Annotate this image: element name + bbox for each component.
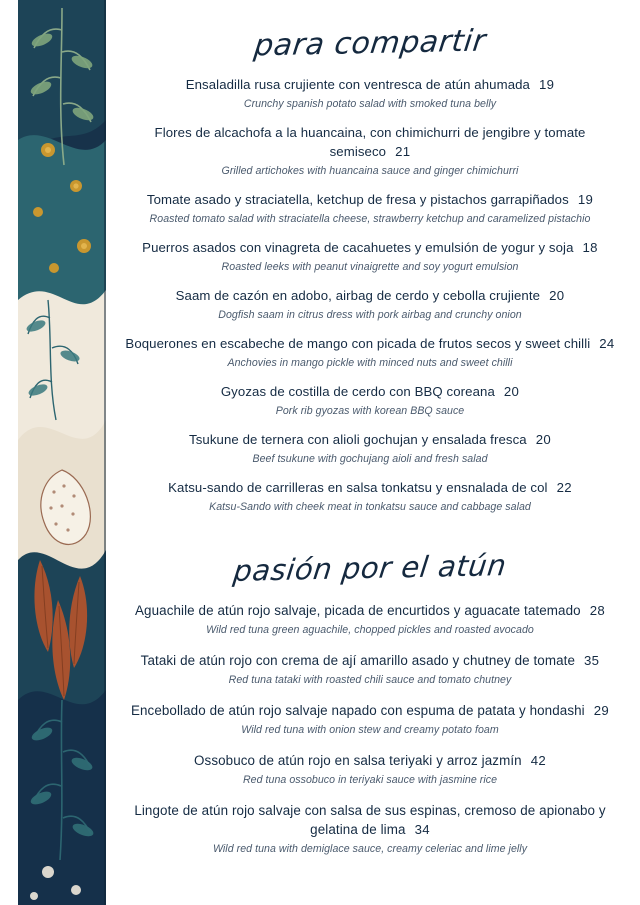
menu-item-price: 28: [589, 603, 605, 618]
menu-item-name: Saam de cazón en adobo, airbag de cerdo y cebolla crujiente 20: [175, 288, 565, 303]
menu-item: [112, 238, 628, 275]
menu-item-name: Gyozas de costilla de cerdo con BBQ coreana 20: [220, 384, 520, 399]
menu-item: [112, 801, 628, 857]
menu-item-name: Katsu-sando de carrilleras en salsa tonkatsu y ensnalada de col 22: [168, 480, 572, 495]
menu-item-price: 34: [414, 822, 430, 837]
menu-item-price: 20: [549, 288, 565, 303]
menu-section-pasion-por-el-atun: [112, 548, 628, 857]
menu-item: [112, 382, 628, 419]
menu-item: [112, 651, 628, 688]
menu-item-description: Grilled artichokes with huancaina sauce and ginger chimichurri: [221, 165, 519, 177]
menu-item-price: 19: [539, 77, 555, 92]
menu-item-name: Ossobuco de atún rojo en salsa teriyaki y arroz jazmín 42: [194, 753, 546, 768]
menu-item-name: Boquerones en escabeche de mango con picada de frutos secos y sweet chilli 24: [125, 336, 615, 351]
menu-item-description: Roasted tomato salad with straciatella cheese, strawberry ketchup and caramelized pistachio: [149, 213, 591, 225]
menu-item-name: Tataki de atún rojo con crema de ají amarillo asado y chutney de tomate 35: [140, 653, 600, 668]
menu-item: [112, 701, 628, 738]
menu-item-description: Beef tsukune with gochujang aioli and fresh salad: [252, 453, 488, 465]
menu-item: [112, 601, 628, 638]
menu-item-price: 20: [503, 384, 520, 399]
menu-item-description: Anchovies in mango pickle with minced nuts and sweet chilli: [227, 357, 513, 369]
menu-item-description: Katsu-Sando with cheek meat in tonkatsu sauce and cabbage salad: [209, 501, 531, 513]
menu-item: [112, 478, 628, 515]
section-title: para compartir: [252, 23, 488, 64]
menu-item-price: 22: [556, 480, 572, 495]
decorative-border-artwork: [18, 0, 106, 905]
menu-item: [112, 334, 628, 371]
menu-section-para-compartir: [112, 23, 628, 515]
menu-item-description: Wild red tuna with onion stew and creamy potato foam: [241, 724, 499, 736]
menu-item: [112, 123, 628, 179]
menu-item-name: Lingote de atún rojo salvaje con salsa de sus espinas, cremoso de apionabo y gelatina de lima 34: [134, 803, 606, 837]
menu-item-description: Dogfish saam in citrus dress with pork airbag and crunchy onion: [218, 309, 522, 321]
menu-item-price: 35: [584, 653, 600, 668]
menu-item-price: 29: [593, 703, 610, 718]
menu-item-description: Pork rib gyozas with korean BBQ sauce: [275, 405, 465, 417]
menu-item-description: Crunchy spanish potato salad with smoked tuna belly: [243, 98, 497, 110]
menu-item-description: Red tuna tataki with roasted chili sauce and tomato chutney: [228, 674, 512, 686]
menu-item-name: Ensaladilla rusa crujiente con ventresca de atún ahumada 19: [185, 77, 555, 92]
menu-item-name: Flores de alcachofa a la huancaina, con chimichurri de jengibre y tomate semiseco 21: [154, 125, 586, 159]
menu-item-name: Tomate asado y straciatella, ketchup de fresa y pistachos garrapiñados 19: [146, 192, 594, 207]
menu-item-price: 24: [599, 336, 615, 351]
menu-item: [112, 286, 628, 323]
menu-item-description: Wild red tuna green aguachile, chopped pickles and roasted avocado: [206, 624, 534, 636]
menu-item-description: Red tuna ossobuco in teriyaki sauce with jasmine rice: [242, 774, 498, 786]
menu-item-price: 21: [395, 144, 411, 159]
menu-item-price: 19: [577, 192, 594, 207]
menu-item-name: Encebollado de atún rojo salvaje napado con espuma de patata y hondashi 29: [130, 703, 610, 718]
section-title: pasión por el atún: [231, 548, 509, 588]
menu-item: [112, 751, 628, 788]
menu-item-name: Aguachile de atún rojo salvaje, picada de encurtidos y aguacate tatemado 28: [135, 603, 605, 618]
menu-content: [112, 0, 628, 905]
menu-item: [112, 190, 628, 227]
menu-item-price: 18: [582, 240, 598, 255]
menu-item-price: 20: [535, 432, 551, 447]
menu-item-description: Roasted leeks with peanut vinaigrette and soy yogurt emulsion: [221, 261, 519, 273]
menu-item: [112, 430, 628, 467]
menu-item-description: Wild red tuna with demiglace sauce, creamy celeriac and lime jelly: [212, 843, 528, 855]
menu-item-price: 42: [530, 753, 546, 768]
menu-item-name: Puerros asados con vinagreta de cacahuetes y emulsión de yogur y soja 18: [142, 240, 598, 255]
menu-item-name: Tsukune de ternera con alioli gochujan y ensalada fresca 20: [189, 432, 551, 447]
menu-item: [112, 75, 628, 112]
